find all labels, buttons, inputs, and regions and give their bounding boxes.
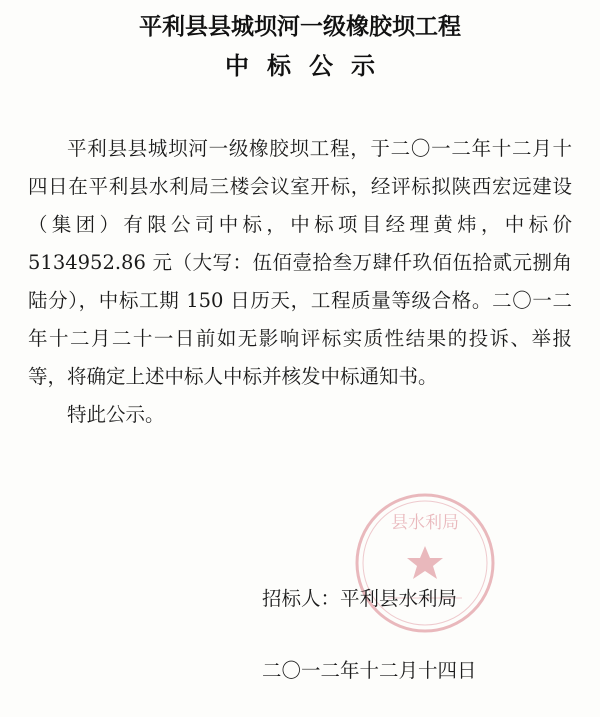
document-subtitle: 中标公示 [225, 52, 393, 80]
closing-paragraph: 特此公示。 [67, 403, 165, 426]
seal-text: 县水利局 [391, 513, 459, 533]
document-title: 平利县县城坝河一级橡胶坝工程 [139, 14, 461, 40]
notice-date: 二〇一二年十二月十四日 [262, 659, 477, 682]
notice-paragraph: 平利县县城坝河一级橡胶坝工程，于二〇一二年十二月十四日在平利县水利局三楼会议室开标，经评标拟陕西宏远建设（集团）有限公司中标，中标项目经理黄炜，中标价 5134952.86 元（大写：伍佰壹拾叁万肆仟玖佰伍拾贰元捌角陆分），中标工期 150 日历天，工程质量等级合格。二〇一二年十二月二十一日前如无影响评标实质性结果的投诉、举报等，将确定上述中标人中标并核发中标通知书。 [28, 137, 572, 388]
tenderer-signature: 招标人：平利县水利局 [262, 587, 458, 610]
notice-body [28, 130, 572, 434]
official-seal-stamp [350, 488, 500, 638]
seal-star-icon [407, 546, 443, 579]
